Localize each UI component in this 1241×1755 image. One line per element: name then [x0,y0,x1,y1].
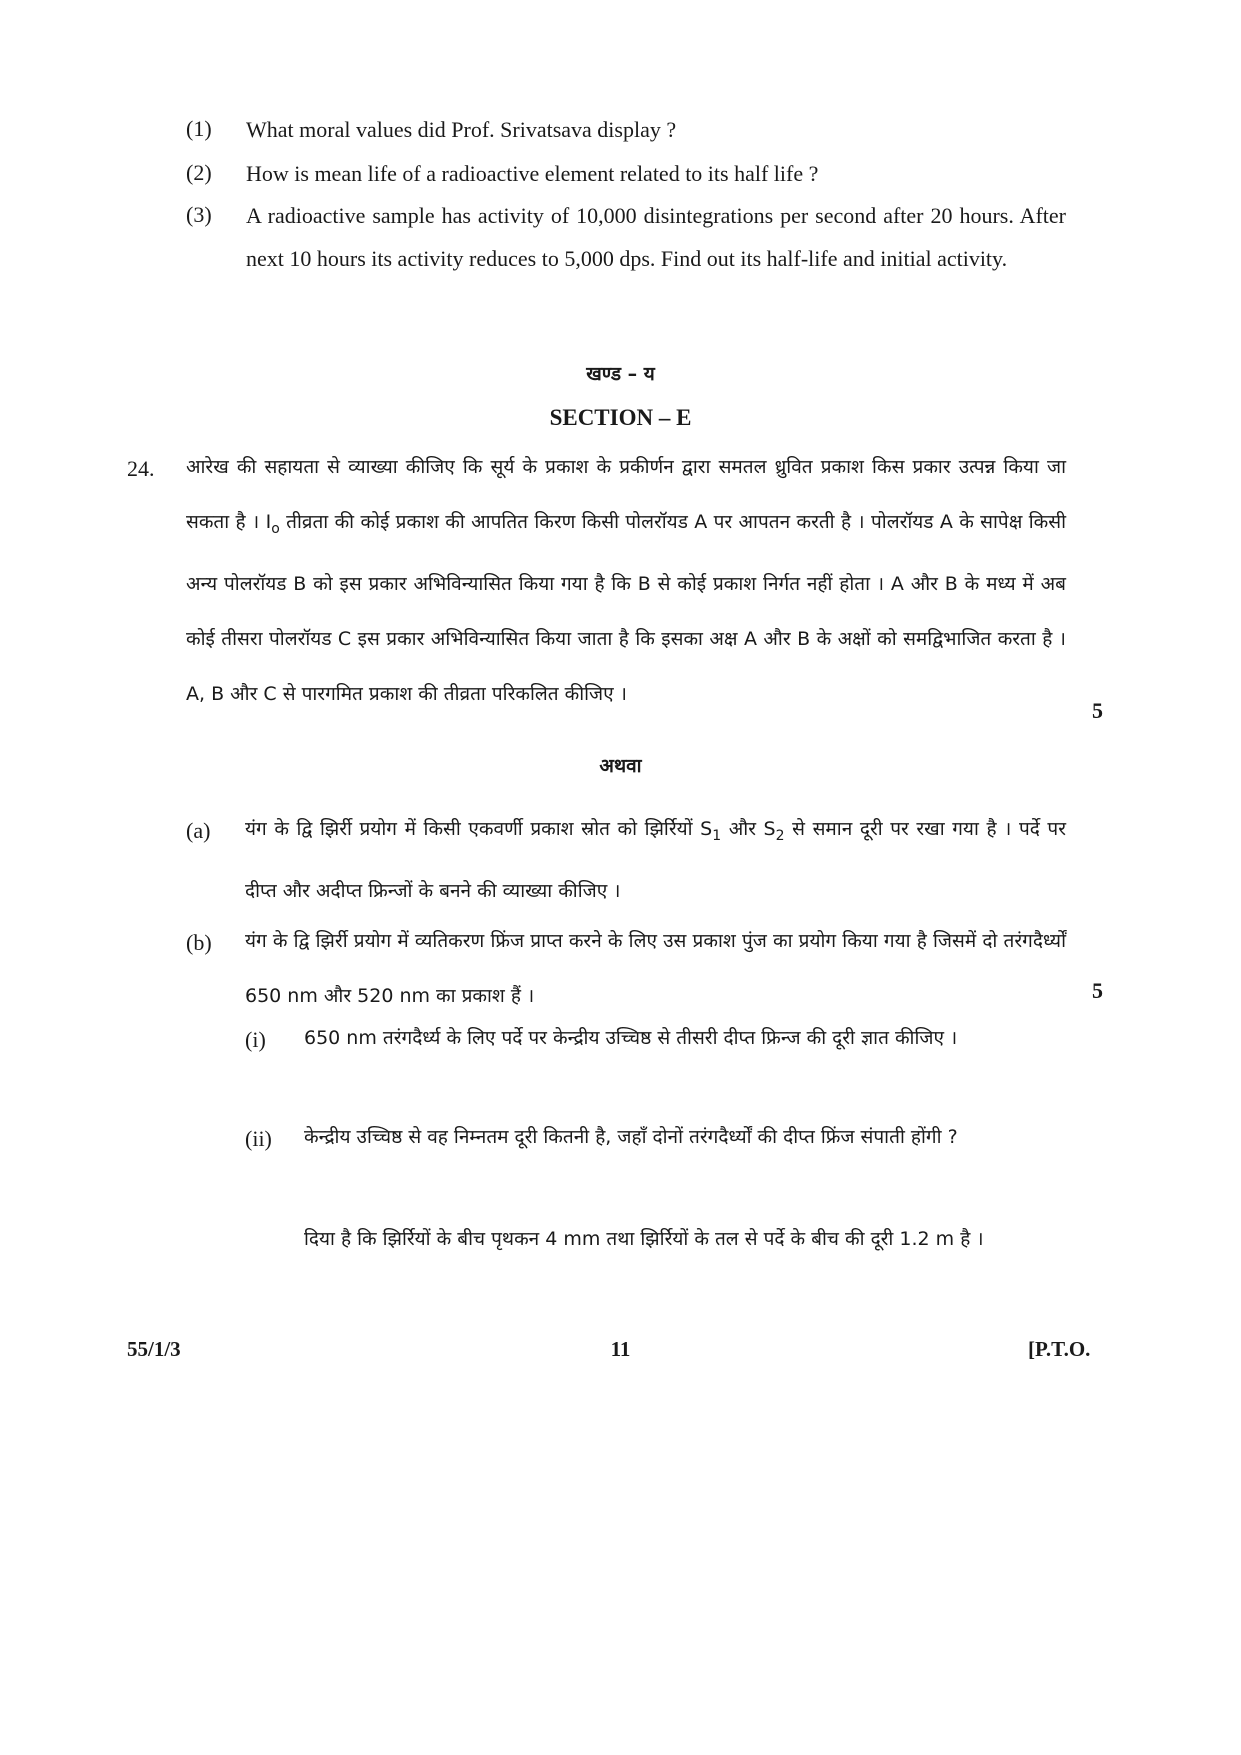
item-text: A radioactive sample has activity of 10,000 disintegrations per second after 20 hours. After next 10 hours its activity reduces to 5,000 dps. Find out its half-life and initial activity. [246,203,1066,271]
question-text-part: तीव्रता की कोई प्रकाश की आपतित किरण किसी पोलरॉयड A पर आपतन करती है । पोलरॉयड A के सापेक्ष किसी अन्य पोलरॉयड B को इस प्रकार अभिविन्यासित किया गया है कि B से कोई प्रकाश निर्गत नहीं होता । A और B के मध्य में अब कोई तीसरा पोलरॉयड C इस प्रकार अभिविन्यासित किया जाता है कि इसका अक्ष A और B के अक्षों को समद्विभाजित करता है । A, B और C से पारगमित प्रकाश की तीव्रता परिकलित कीजिए । [186,511,1067,705]
subscript: 2 [775,827,785,844]
marks: 5 [1092,698,1103,723]
item-text: How is mean life of a radioactive element related to its half life ? [246,161,819,186]
part-text [245,802,1066,919]
item-number: (2) [186,160,212,185]
question-text-part: आरेख की सहायता से व्याख्या कीजिए कि सूर्य के प्रकाश के प्रकीर्णन द्वारा समतल ध्रुवित प्रकाश किस प्रकार उत्पन्न किया जा सकता है । I [186,456,1066,533]
item-text: What moral values did Prof. Srivatsava display ? [246,117,677,142]
subscript: o [271,520,280,537]
subpart-number: (ii) [245,1126,272,1151]
or-label: अथवा [599,755,642,777]
subpart-text: 650 nm तरंगदैर्ध्य के लिए पर्दे पर केन्द्रीय उच्चिष्ठ से तीसरी दीप्त फ्रिन्ज की दूरी ज्ञात कीजिए । [304,1027,958,1049]
item-number: (1) [186,116,212,141]
question-text [186,440,1066,722]
part-text-piece: और S [721,818,776,840]
marks: 5 [1092,978,1103,1003]
subscript: 1 [712,827,722,844]
pto-label: [P.T.O. [1028,1337,1091,1361]
section-hindi-title: खण्ड – य [586,363,655,385]
item-number: (3) [186,202,212,227]
part-text-piece: से समान दूरी पर रखा गया है । पर्दे पर दीप्त और अदीप्त फ्रिन्जों के बनने की व्याख्या कीजिए । [245,818,1066,902]
subpart-number: (i) [245,1027,266,1052]
given-data: दिया है कि झिर्रियों के बीच पृथकन 4 mm तथा झिर्रियों के तल से पर्दे के बीच की दूरी 1.2 m है । [304,1228,984,1250]
question-number: 24. [127,456,155,481]
part-text: यंग के द्वि झिर्री प्रयोग में व्यतिकरण फ्रिंज प्राप्त करने के लिए उस प्रकाश पुंज का प्रयोग किया गया है जिसमें दो तरंगदैर्ध्यों 650 nm और 520 nm का प्रकाश हैं । [245,930,1066,1007]
section-title: SECTION – E [549,405,692,430]
part-letter: (b) [186,930,212,955]
subpart-text: केन्द्रीय उच्चिष्ठ से वह निम्नतम दूरी कितनी है, जहाँ दोनों तरंगदैर्ध्यों की दीप्त फ्रिंज संपाती होंगी ? [304,1126,958,1148]
page-number: 11 [610,1337,631,1361]
part-letter: (a) [186,818,211,843]
paper-code: 55/1/3 [127,1337,181,1361]
part-text-piece: यंग के द्वि झिर्री प्रयोग में किसी एकवर्णी प्रकाश स्रोत को झिर्रियों S [245,818,713,840]
